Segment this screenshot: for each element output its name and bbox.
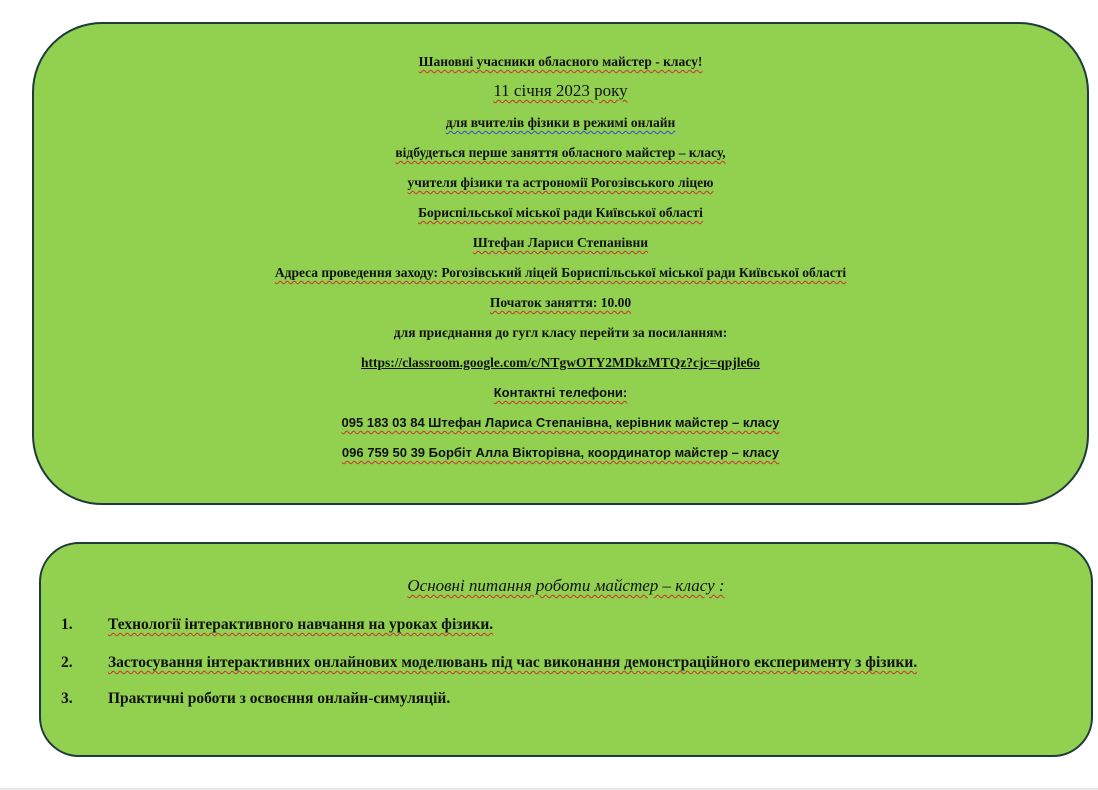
start-time-text: Початок заняття: 10.00: [489, 295, 632, 310]
topic-number: 2.: [61, 654, 73, 671]
topic-item-1: [61, 616, 493, 634]
topics-heading: Основні питання роботи майстер – класу :: [407, 576, 725, 595]
greeting-text: Шановні учасники обласного майстер - класу!: [418, 54, 703, 69]
topic-item-3: [61, 690, 450, 708]
audience-text: для вчителів фізики в режимі онлайн: [445, 115, 676, 130]
topic-number: 1.: [61, 616, 73, 633]
host-name-text: Штефан Лариси Степанівни: [472, 235, 649, 250]
host-role-text: учителя фізики та астрономії Рогозівського ліцею: [407, 175, 714, 190]
host-org-text: Бориспільської міської ради Київської області: [418, 205, 703, 220]
topic-item-2: [61, 654, 917, 672]
topic-number: 3.: [61, 690, 73, 707]
contacts-heading: Контактні телефони:: [493, 385, 628, 400]
event-text: відбудеться перше заняття обласного майстер – класу,: [395, 145, 726, 160]
event-date: 11 січня 2023 року: [493, 81, 628, 100]
join-instruction-text: для приєднання до гугл класу перейти за посиланням:: [393, 325, 728, 340]
topic-text: Практичні роботи з освоєння онлайн-симуляцій.: [108, 690, 451, 707]
topic-text: Технології інтерактивного навчання на уроках фізики.: [108, 616, 494, 633]
announcement-box: [32, 22, 1089, 505]
classroom-link[interactable]: https://classroom.google.com/c/NTgwOTY2MDkzMTQz?cjc=qpjle6o: [361, 355, 760, 370]
contact-line-2: 096 759 50 39 Борбіт Алла Вікторівна, координатор майстер – класу: [341, 445, 780, 460]
topic-text: Застосування інтерактивних онлайнових моделювань під час виконання демонстраційного експерименту з фізики.: [108, 654, 918, 671]
address-text: Адреса проведення заходу: Рогозівський ліцей Бориспільської міської ради Київської області: [274, 265, 847, 280]
topics-box: [39, 542, 1093, 757]
contact-line-1: 095 183 03 84 Штефан Лариса Степанівна, керівник майстер – класу: [341, 415, 780, 430]
